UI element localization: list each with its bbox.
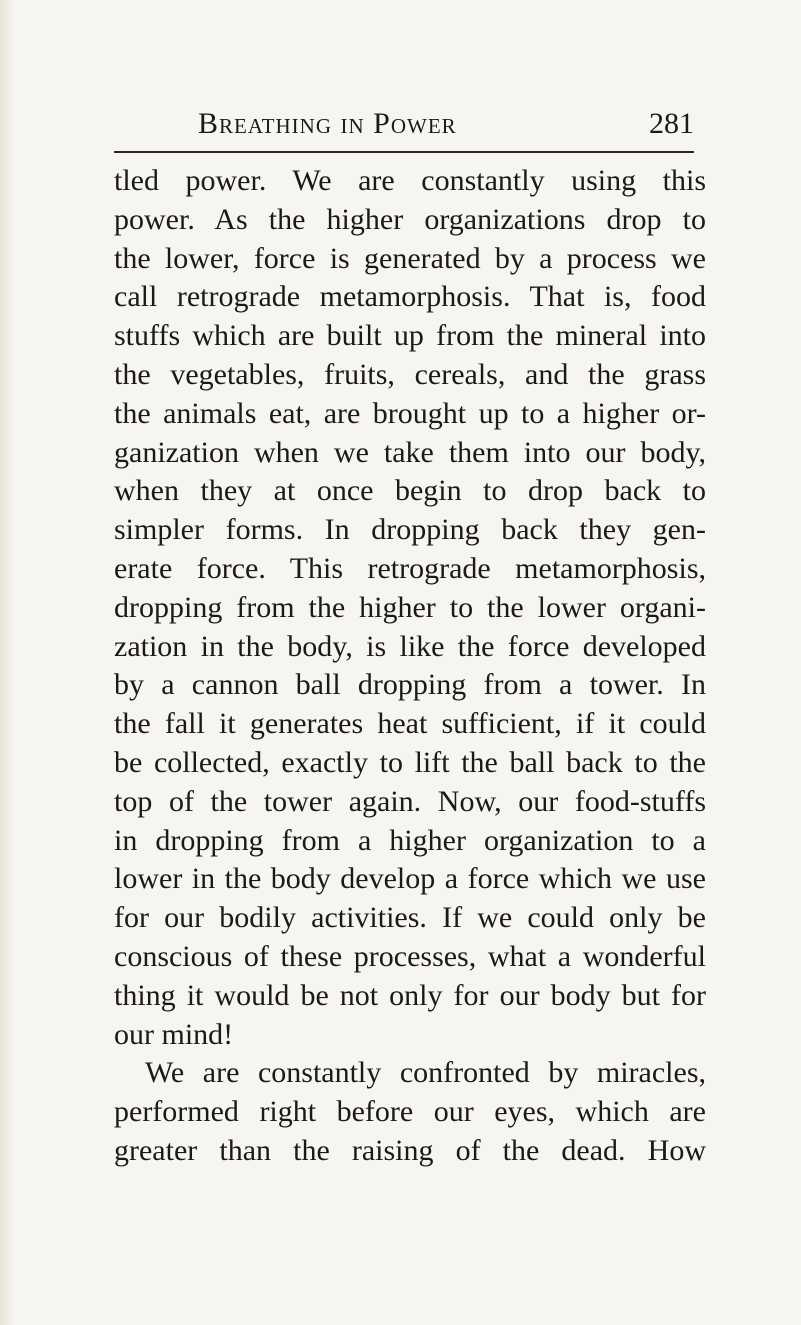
text-line: the lower, force is generated by a process we <box>114 241 706 275</box>
text-line: tled power. We are constantly using this <box>114 164 706 197</box>
text-line: the fall it generates heat sufficient, if it could <box>114 707 706 741</box>
text-line: top of the tower again. Now, our food-stuffs <box>114 784 706 818</box>
paragraph-end-line: our mind! <box>114 1017 234 1051</box>
text-line: simpler forms. In dropping back they gen- <box>114 513 706 547</box>
text-line: the vegetables, fruits, cereals, and the grass <box>114 357 706 391</box>
text-line: by a cannon ball dropping from a tower. In <box>114 668 706 702</box>
text-line: ganization when we take them into our body, <box>114 435 706 469</box>
header-rule <box>114 151 694 153</box>
text-line: dropping from the higher to the lower organi- <box>114 590 706 624</box>
text-line: lower in the body develop a force which we use <box>114 862 706 896</box>
text-line: for our bodily activities. If we could only be <box>114 901 706 935</box>
text-line: conscious of these processes, what a wonderful <box>114 939 706 973</box>
page-number: 281 <box>649 107 694 140</box>
text-line: erate force. This retrograde metamorphosis, <box>114 551 706 585</box>
text-line: greater than the raising of the dead. How <box>114 1133 706 1167</box>
text-line: zation in the body, is like the force developed <box>114 629 706 663</box>
running-title: Breathing in Power <box>198 107 457 140</box>
text-line: stuffs which are built up from the mineral into <box>114 319 706 353</box>
text-line: power. As the higher organizations drop to <box>114 202 706 236</box>
body-text <box>114 162 706 1171</box>
text-line: when they at once begin to drop back to <box>114 474 706 508</box>
text-line: thing it would be not only for our body but for <box>114 978 706 1012</box>
text-line: performed right before our eyes, which are <box>114 1095 706 1129</box>
text-line: the animals eat, are brought up to a higher or- <box>114 396 706 430</box>
page-gutter-shadow <box>0 0 14 1325</box>
paragraph-start-line: We are constantly confronted by miracles, <box>145 1056 706 1090</box>
running-header <box>198 104 694 144</box>
text-line: in dropping from a higher organization to a <box>114 823 706 857</box>
text-line: be collected, exactly to lift the ball back to the <box>114 745 706 779</box>
text-line: call retrograde metamorphosis. That is, food <box>114 280 706 314</box>
